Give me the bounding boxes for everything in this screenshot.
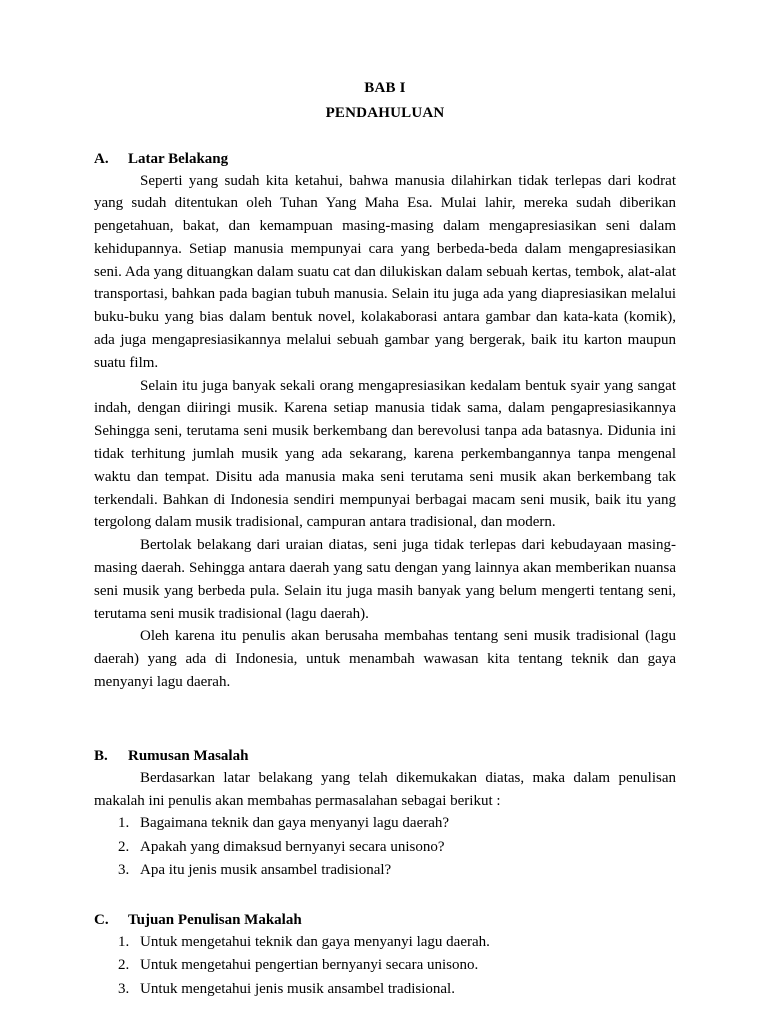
section-latar-belakang xyxy=(94,151,676,694)
list-item-label: Apa itu jenis musik ansambel tradisional? xyxy=(140,861,392,878)
rumusan-masalah-list xyxy=(94,812,676,882)
list-item-number: 1. xyxy=(118,934,130,951)
section-marker-c: C. xyxy=(94,912,109,929)
list-item-label: Apakah yang dimaksud bernyanyi secara unisono? xyxy=(140,838,445,855)
section-marker-b: B. xyxy=(94,747,108,764)
list-item xyxy=(118,931,676,954)
page-title-line-2: PENDAHULUAN xyxy=(325,104,445,121)
section-marker-a: A. xyxy=(94,150,109,167)
section-rumusan-masalah xyxy=(94,748,676,882)
section-tujuan-penulisan xyxy=(94,912,676,1001)
section-heading-b xyxy=(94,748,676,765)
paragraph: Berdasarkan latar belakang yang telah dikemukakan diatas, maka dalam penulisan makalah ini penulis akan membahas permasalahan sebagai berikut : xyxy=(94,769,676,809)
tujuan-penulisan-list xyxy=(94,931,676,1001)
list-item xyxy=(118,859,676,882)
page-title-line-1: BAB I xyxy=(364,80,406,96)
list-item-label: Untuk mengetahui pengertian bernyanyi secara unisono. xyxy=(140,957,479,974)
paragraph: Oleh karena itu penulis akan berusaha membahas tentang seni musik tradisional (lagu daerah) yang ada di Indonesia, untuk menambah wawasan kita tentang teknik dan gaya menyanyi lagu daerah. xyxy=(94,628,676,691)
list-item xyxy=(118,836,676,859)
list-item-number: 3. xyxy=(118,861,130,878)
spacer xyxy=(94,694,676,722)
list-item-label: Untuk mengetahui teknik dan gaya menyanyi lagu daerah. xyxy=(140,934,490,951)
list-item-number: 1. xyxy=(118,815,130,832)
spacer xyxy=(94,882,676,898)
section-heading-a xyxy=(94,151,676,168)
paragraph: Bertolak belakang dari uraian diatas, seni juga tidak terlepas dari kebudayaan masing-masing daerah. Sehingga antara daerah yang satu dengan yang lainnya akan memberikan nuansa seni musik yang berbeda pula. Selain itu juga masih banyak yang belum mengerti tentang seni, terutama seni musik tradisional (lagu daerah). xyxy=(94,537,676,622)
section-title-c: Tujuan Penulisan Makalah xyxy=(128,912,302,929)
list-item-label: Bagaimana teknik dan gaya menyanyi lagu daerah? xyxy=(140,815,450,832)
list-item xyxy=(118,954,676,977)
list-item xyxy=(118,812,676,835)
list-item-number: 3. xyxy=(118,980,130,997)
paragraph: Selain itu juga banyak sekali orang mengapresiasikan kedalam bentuk syair yang sangat indah, dengan diiringi musik. Karena setiap manusia tidak sama, dalam pengapresiasikannya Sehingga seni, terutama seni musik berkembang dan berevolusi tanpa ada batasnya. Didunia ini tidak terhitung jumlah musik yang ada sekarang, karena perkembangannya tanpa mengenal waktu dan tempat. Disitu ada manusia maka seni terutama seni musik akan berkembang tak terkendali. Bahkan di Indonesia sendiri mempunyai berbagai macam seni musik, baik itu yang tergolong dalam musik tradisional, campuran antara tradisional, dan modern. xyxy=(94,377,676,531)
list-item xyxy=(118,978,676,1001)
list-item-label: Untuk mengetahui jenis musik ansambel tradisional. xyxy=(140,980,455,997)
list-item-number: 2. xyxy=(118,957,130,974)
list-item-number: 2. xyxy=(118,838,130,855)
section-heading-c xyxy=(94,912,676,929)
paragraph: Seperti yang sudah kita ketahui, bahwa manusia dilahirkan tidak terlepas dari kodrat yang sudah ditentukan oleh Tuhan Yang Maha Esa. Mulai lahir, mereka sudah diberikan pengetahuan, bakat, dan kemampuan masing-masing dalam mengapresiasikan seni dalam kehidupannya. Setiap manusia mempunyai cara yang berbeda-beda dalam mengapresiasikan seni. Ada yang dituangkan dalam suatu cat dan dilukiskan dalam sebuah kertas, tembok, alat-alat transportasi, bahkan pada bagian tubuh manusia. Selain itu juga ada yang diapresiasikan melalui buku-buku yang bias dalam bentuk novel, kolakaborasi antara gambar dan kata-kata (komik), ada juga mengapresiasikannya melalui sebuah gambar yang bergerak, baik itu karton maupun suatu film. xyxy=(94,172,676,371)
page-title xyxy=(94,78,676,125)
section-title-a: Latar Belakang xyxy=(128,150,229,167)
section-title-b: Rumusan Masalah xyxy=(128,747,249,764)
